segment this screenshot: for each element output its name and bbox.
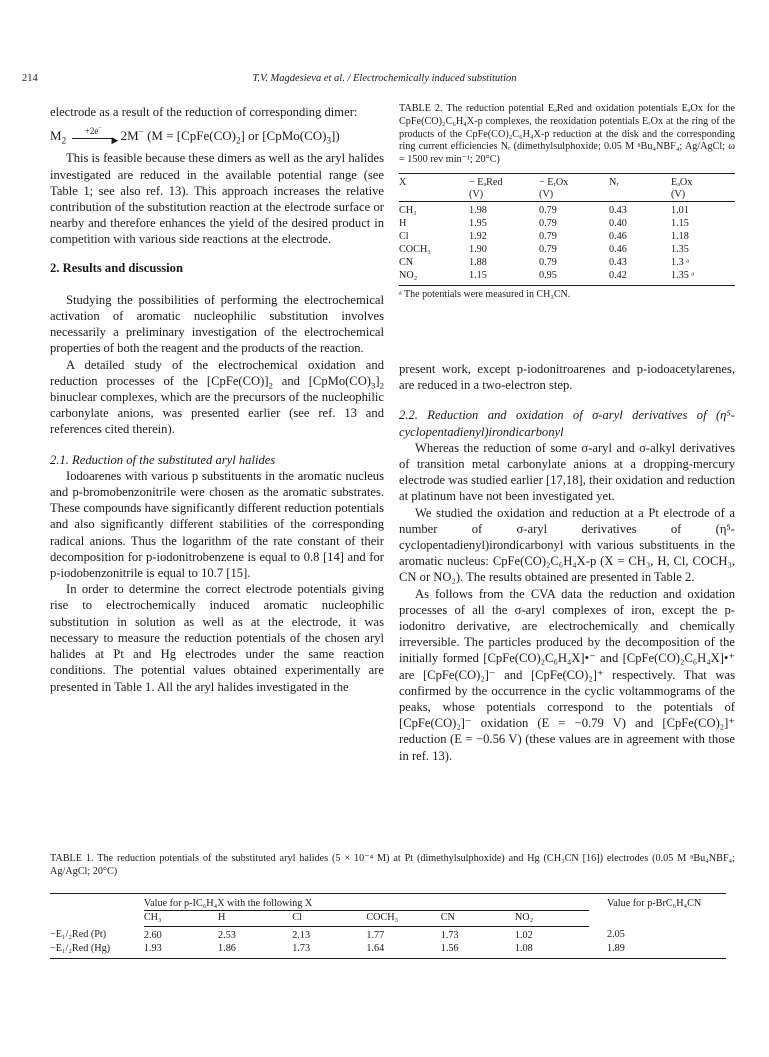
subsection-heading: 2.2. Reduction and oxidation of σ-aryl derivatives of (η⁵-cyclopentadienyl)irondicarbonyl <box>399 408 735 439</box>
table-cell: NO₂ <box>399 269 418 281</box>
paragraph: This is feasible because these dimers as well as the aryl halides investigated are reduced in the available potential range (see Table 1; see also ref. 13). This approach increases the relative contribution of the substitution reaction at the electrode surface or nearby and therefore enhances the yield of the desired product in competition with various side reactions at the electrode. <box>50 151 384 247</box>
column-header: − EᵣOx (V) <box>539 176 569 200</box>
table-row <box>50 942 726 955</box>
table-cell: 2.05 <box>607 929 625 941</box>
table-row <box>399 201 735 217</box>
table-cell: 2.60 <box>143 929 162 941</box>
page-number: 214 <box>22 73 38 84</box>
table-row <box>399 243 735 256</box>
table-cell: 0.43 <box>609 204 627 216</box>
left-column <box>50 104 384 695</box>
table-cell: 1.18 <box>671 230 689 242</box>
table-cell: 0.95 <box>539 269 557 281</box>
table-row <box>399 217 735 230</box>
row-label: −E₁/₂Red (Hg) <box>50 942 111 954</box>
column-header: Cl <box>292 910 366 926</box>
section-heading: 2. Results and discussion <box>50 260 183 275</box>
row-label: −E₁/₂Red (Pt) <box>50 929 107 941</box>
table-cell: 2.53 <box>218 929 236 941</box>
subsection-heading: 2.1. Reduction of the substituted aryl halides <box>50 452 276 467</box>
table-cell: 1.35 <box>671 243 689 255</box>
column-header: Value for p-BrC₆H₄CN <box>607 897 702 909</box>
table-cell: 1.89 <box>607 942 625 954</box>
table-caption: TABLE 2. The reduction potential EₔRed and oxidation potentials EₔOx for the CpFe(CO)₂C₆H₄X-p complexes, the reoxidation potentials EᵣOx at the ring of the products of the CpFe(CO)₂C₆H₄X-p reduction at the disk and the corresponding ring current efficiencies Nᵣ (dimethylsulphoxide; 0.05 M ⁿBu₄NBF₄; Ag/AgCl; ω = 1500 rev min⁻¹; 20°C) <box>399 103 735 166</box>
paragraph: present work, except p-iodonitroarenes and p-iodoacetylarenes, are reduced in a two-electron step. <box>399 362 735 393</box>
table-cell: 1.88 <box>469 256 487 268</box>
table-cell: CH₃ <box>399 204 417 216</box>
column-header: Nᵣ <box>609 176 619 188</box>
table-cell: 1.86 <box>218 942 236 954</box>
right-column <box>399 361 735 764</box>
table-2 <box>399 103 735 300</box>
table-cell: 0.79 <box>539 230 557 242</box>
table-cell: 1.15 <box>469 269 487 281</box>
table-cell: 1.15 <box>671 217 689 229</box>
table-cell: 1.02 <box>514 929 533 941</box>
table-cell: Cl <box>399 230 409 242</box>
paragraph: Studying the possibilities of performing the electrochemical activation of aromatic nucleophilic substitution involves necessarily a preliminary investigation of the electrochemical properties of both the reagent and the products of the reaction. <box>50 292 384 356</box>
table-row <box>399 256 735 269</box>
table-cell: 0.79 <box>539 256 557 268</box>
column-header: H <box>218 910 292 926</box>
table-cell: 0.46 <box>609 230 627 242</box>
table-cell: 1.92 <box>469 230 487 242</box>
table-row <box>399 269 735 282</box>
paragraph: A detailed study of the electrochemical oxidation and reduction processes of the $[CpFe(CO)]_2$ and $[CpMo(CO)_3]_2$ binuclear complexes, which are the precursors of the nucleophilic carbonylate anions, was presented earlier (see ref. 13 and references cited therein). <box>50 357 385 437</box>
column-header: CN <box>441 910 515 926</box>
table-cell: 1.98 <box>469 204 487 216</box>
reaction-arrow: +2e− ▶ <box>72 136 114 139</box>
table-footnote: ᵃ The potentials were measured in CH₃CN. <box>399 288 571 300</box>
table-cell: 0.46 <box>609 243 627 255</box>
intro-text: electrode as a result of the reduction of corresponding dimer: <box>50 105 358 119</box>
paragraph: As follows from the CVA data the reduction and oxidation processes of all the σ-aryl complexes of iron, except the p-iodonitro derivative, are electrochemically and chemically irreversible. The particles produced by the decomposition of the initially formed [CpFe(CO)₂C₆H₄X]•⁻ and [CpFe(CO)₂C₆H₄X]•⁺ are [CpFe(CO)₂]⁻ and [CpFe(CO)₂]⁺ respectively. That was confirmed by the occurrence in the cyclic voltammograms of the peaks, whose potentials correspond to the potentials of [CpFe(CO)₂]⁻ oxidation (E = −0.79 V) and [CpFe(CO)₂]⁺ reduction (E = −0.56 V) (these values are in agreement with those in ref. 13). <box>399 586 735 763</box>
table-cell: 0.40 <box>609 217 627 229</box>
table-cell: 1.35 ᵃ <box>671 269 695 281</box>
table-cell: 1.64 <box>366 942 385 954</box>
table-cell: 0.42 <box>609 269 627 281</box>
table-cell: 0.43 <box>609 256 627 268</box>
column-header: COCH₃ <box>366 910 440 926</box>
running-title: T.V. Magdesieva et al. / Electrochemically induced substitution <box>252 73 517 84</box>
data-table <box>399 173 735 282</box>
table-cell: 1.93 <box>143 942 162 954</box>
paragraph: In order to determine the correct electrode potentials giving rise to electrochemically induced aromatic nucleophilic substitution in solution as well as at the electrode, it was necessary to measure the reduction potentials of the chosen aryl halides at Pt and Hg electrodes under the same reaction conditions. The potential values obtained experimentally are presented in Table 1. All the aryl halides investigated in the <box>50 582 384 694</box>
paragraph: Whereas the reduction of some σ-aryl and σ-alkyl derivatives of transition metal carbonylate anions at a dropping-mercury electrode was studied earlier [17,18], their oxidation and reduction at platinum have not been investigated yet. <box>399 440 735 504</box>
table-cell: CN <box>399 256 414 268</box>
paragraph: Iodoarenes with various p substituents in the aromatic nucleus and p-bromobenzonitrile were chosen as the aromatic substrates. These compounds have significantly different reduction potentials and also significantly different stabilities of the corresponding radical anions. Thus the logarithm of the rate constant of their decomposition for p-iodonitrobenzene is equal to 0.8 [14] and for p-iodobenzonitrile is equal to 10.7 [15]. <box>50 468 384 581</box>
table-cell: H <box>399 217 407 229</box>
table-1 <box>50 853 735 959</box>
table-cell: 0.79 <box>539 217 557 229</box>
group-header: Value for p-IC₆H₄X with the following X <box>144 893 589 910</box>
table-row <box>399 230 735 243</box>
data-table <box>50 893 726 955</box>
table-row <box>50 926 726 942</box>
table-cell: 1.95 <box>469 217 487 229</box>
table-cell: 1.90 <box>469 243 487 255</box>
table-cell: 1.77 <box>366 929 385 941</box>
table-cell: 1.73 <box>440 929 459 941</box>
table-cell: 1.08 <box>514 942 533 954</box>
paragraph: We studied the oxidation and reduction at a Pt electrode of a number of σ-aryl derivatives of (η⁵-cyclopentadienyl)irondicarbonyl with various substituents in the aromatic nucleus: CpFe(CO)₂C₆H₄X-p (X = CH₃, H, Cl, COCH₃, CN or NO₂). The results obtained are presented in Table 2. <box>399 505 735 585</box>
table-cell: 1.56 <box>440 942 459 954</box>
dimer-equation: $M_2$ +2e− ▶ 2M− ($M = [CpFe(CO)_2]$ or $[CpMo(CO)_3]$) <box>50 124 340 146</box>
table-cell: 0.79 <box>539 204 557 216</box>
column-header: X <box>399 176 407 188</box>
column-header: EₔOx (V) <box>671 176 693 200</box>
table-cell: 0.79 <box>539 243 557 255</box>
table-cell: 1.01 <box>671 204 689 216</box>
table-caption: TABLE 1. The reduction potentials of the substituted aryl halides (5 × 10⁻⁴ M) at Pt (dimethylsulphoxide) and Hg (CH₃CN [16]) electrodes (0.05 M ⁿBu₄NBF₄; Ag/AgCl; 20°C) <box>50 853 735 877</box>
column-header: − EₔRed (V) <box>469 176 503 200</box>
table-cell: 1.73 <box>292 942 311 954</box>
table-cell: 2.13 <box>292 929 311 941</box>
table-cell: COCH₃ <box>399 243 431 255</box>
column-header: CH₃ <box>144 910 218 926</box>
table-cell: 1.3 ᵃ <box>671 256 690 268</box>
column-header: NO₂ <box>515 910 589 926</box>
